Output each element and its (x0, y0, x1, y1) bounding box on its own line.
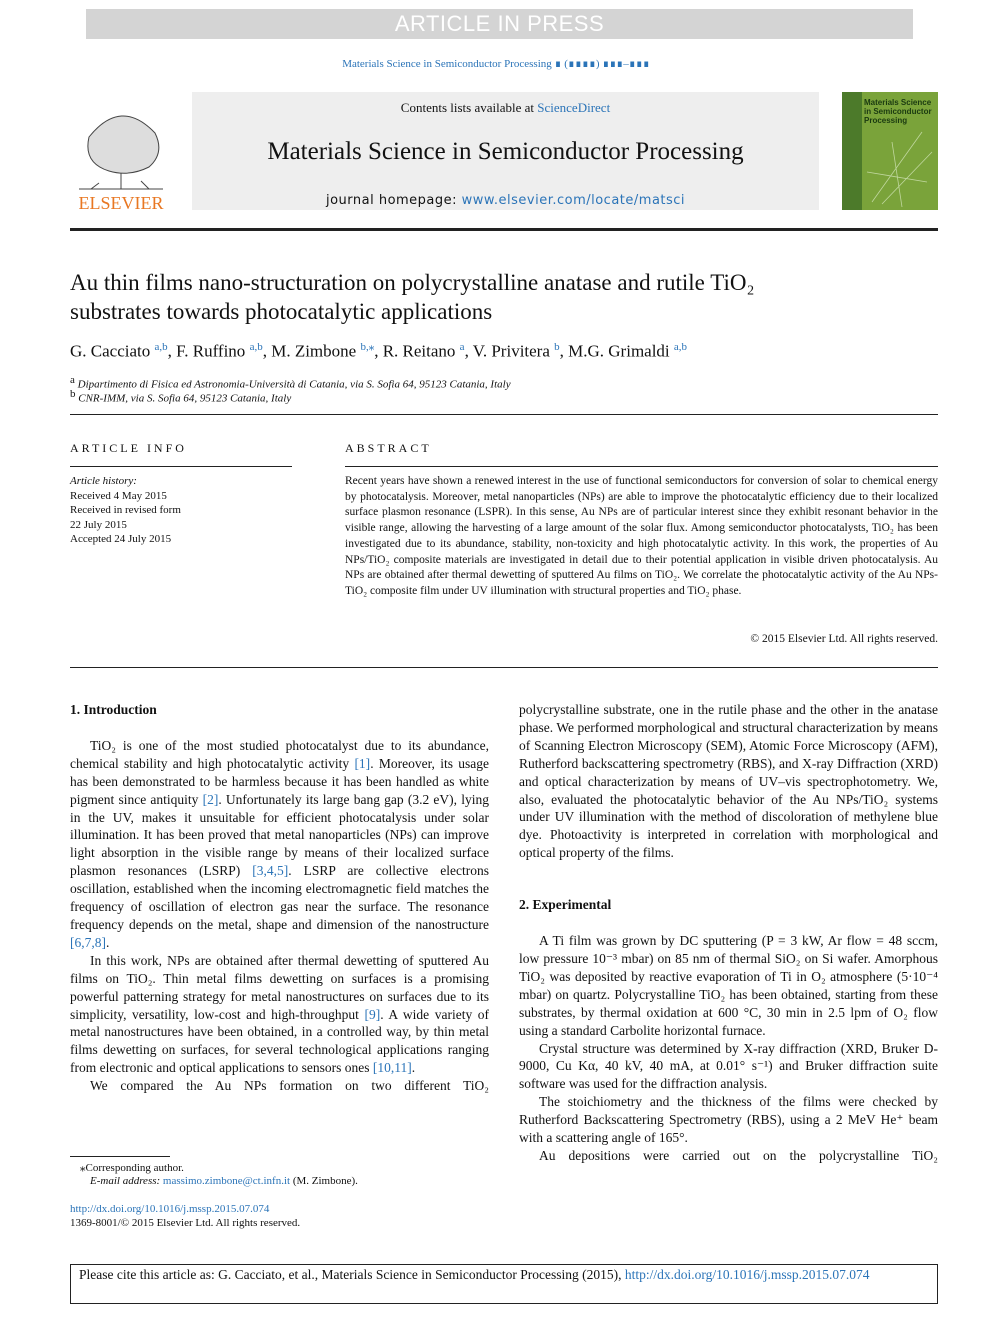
homepage-link[interactable]: www.elsevier.com/locate/matsci (461, 193, 686, 208)
author-affiliation-mark[interactable]: a (459, 341, 465, 353)
ref-link[interactable]: [9] (364, 1006, 381, 1022)
elsevier-wordmark: ELSEVIER (78, 193, 164, 213)
article-info-heading: ARTICLE INFO (70, 441, 187, 455)
cover-title: Materials Science in Semiconductor Processing (864, 98, 932, 125)
ref-link[interactable]: [2] (202, 791, 219, 807)
article-info-rule (70, 466, 292, 467)
author-affiliation-mark[interactable]: a,b (154, 341, 168, 353)
ref-link[interactable]: [6,7,8] (70, 934, 106, 950)
intro-heading: 1. Introduction (70, 702, 157, 717)
running-head[interactable]: Materials Science in Semiconductor Processing ∎ (∎∎∎∎) ∎∎∎–∎∎∎ (342, 58, 650, 70)
experimental-heading: 2. Experimental (519, 897, 612, 913)
author-name[interactable]: V. Privitera (472, 341, 550, 361)
doi-link[interactable]: http://dx.doi.org/10.1016/j.mssp.2015.07.074 (70, 1203, 270, 1215)
contents-line: Contents lists available at ScienceDirect (400, 100, 611, 115)
journal-title: Materials Science in Semiconductor Processing (267, 138, 744, 165)
author-name[interactable]: M. Zimbone (271, 341, 357, 361)
ref-link[interactable]: [3,4,5] (252, 863, 289, 879)
journal-homepage: journal homepage: www.elsevier.com/locate/matsci (325, 193, 686, 208)
experimental-paragraph-1: A Ti film was grown by DC sputtering (P = 3 kW, Ar flow = 48 sccm, low pressure 10⁻³ mbar) on 85 nm of thermal SiO₂ on Si wafer. Amorphous TiO₂ was deposited by reactive evaporation of Ti in O₂ atmosphere (5·10⁻⁴ mbar) on quartz. Polycrystalline TiO₂ has been obtained, starting from these substrates, by thermal oxidation at 600 °C, 30 min in 2.5 lpm of O₂ flow using a standard Carbolite horizontal furnace. (519, 933, 938, 1038)
sciencedirect-link[interactable]: ScienceDirect (537, 100, 611, 115)
author-affiliation-mark[interactable]: b,⁎ (360, 341, 375, 353)
article-history: Article history: Received 4 May 2015 Received in revised form 22 July 2015 Accepted 24 July 2015 (70, 475, 181, 545)
footnote-rule (70, 1156, 170, 1157)
abstract-text: Recent years have shown a renewed interest in the use of functional semiconductors for conversion of solar to chemical energy by photocatalysis. Moreover, metal nanoparticles (NPs) are able to improve the photocatalytic efficiency due to their localized surface plasmon resonance (LSPR). In this sense, Au NPs are of particular interest since they exhibit resonant behavior in the visible range, allowing the harvesting of a large amount of the solar flux. Among semiconductor photocatalysts, TiO₂ has been investigated due to its abundance, stability, non-toxicity and high photocatalytic activity. In this work, the properties of Au NPs/TiO₂ composite materials are investigated in detail due to their potential application in visible driven photocatalysis. Au NPs are obtained after thermal dewetting of sputtered Au films on TiO₂. We correlate the photocatalytic activity of the Au NPs-TiO₂ composite film under UV illumination with structural properties and TiO₂ phase. (345, 475, 938, 597)
email-note: E-mail address: massimo.zimbone@ct.infn.it (M. Zimbone). (90, 1175, 358, 1187)
citation-doi-link[interactable]: http://dx.doi.org/10.1016/j.mssp.2015.07.074 (624, 1267, 870, 1282)
author-name[interactable]: M.G. Grimaldi (568, 341, 670, 361)
author-name[interactable]: R. Reitano (382, 341, 456, 361)
author-list: G. Cacciato $^{a,b}$, F. Ruffino $^{a,b}$, M. Zimbone $^{b,⁎}$, R. Reitano $^a$, V. Privitera $^b$, M.G. Grimaldi $^{a,b}$ (70, 341, 688, 361)
right-paragraph-1: polycrystalline substrate, one in the rutile phase and the other in the anatase phase. We performed morphological and structural characterization by means of Scanning Electron Microscopy (SEM), Atomic Force Microscopy (AFM), Rutherford backscattering spectrometry (RBS), and X-ray Diffraction (XRD) and optical characterization by means of UV–vis spectrophotometry. We, also, evaluated the photocatalytic behavior of the Au NPs/TiO₂ systems under UV illumination with the method of discoloration of methylene blue dye. Photoactivity is interpreted in correlation with morphological and optical property of the films. (519, 702, 938, 861)
abstract-rule (345, 466, 938, 467)
citation-text: Please cite this article as: G. Cacciato, et al., Materials Science in Semiconductor Processing (2015), http://dx.doi.org/10.1016/j.mssp.2015.07.074 (79, 1267, 870, 1282)
author-name[interactable]: F. Ruffino (176, 341, 246, 361)
experimental-paragraph-3: The stoichiometry and the thickness of the films were checked by Rutherford Backscattering Spectrometry (RBS), using a 2 MeV He⁺ beam with a scattering angle of 165°. (519, 1094, 938, 1146)
experimental-paragraph-4: Au depositions were carried out on the polycrystalline TiO₂ (539, 1147, 938, 1163)
experimental-paragraph-2: Crystal structure was determined by X-ray diffraction (XRD, Bruker D-9000, Cu Kα, 40 kV, 40 mA, at 0.01° s⁻¹) and Bruker diffraction suite software was used for the diffraction analysis. (519, 1040, 938, 1092)
affiliation-b: b CNR-IMM, via S. Sofia 64, 95123 Catania, Italy (70, 388, 292, 405)
author-affiliation-mark[interactable]: a,b (673, 341, 688, 353)
intro-paragraph-3: We compared the Au NPs formation on two different TiO₂ (90, 1078, 489, 1094)
email-link[interactable]: massimo.zimbone@ct.infn.it (162, 1175, 291, 1187)
ref-link[interactable]: [1] (354, 755, 371, 771)
corresponding-author-note: ⁎Corresponding author. (80, 1162, 184, 1174)
article-in-press-banner: ARTICLE IN PRESS (86, 9, 913, 39)
left-column (70, 701, 489, 1095)
intro-paragraph-1: TiO₂ is one of the most studied photocatalyst due to its abundance, chemical stability and high photocatalytic activity [1]. Moreover, its usage has been demonstrated to be harmless because it has been handled as white pigment since antiquity [2]. Unfortunately its large bang gap (3.2 eV), lying in the UV, makes it unsuitable for efficient photocatalysis under solar illumination. It has been proved that metal nanoparticles (NPs) can improve light absorption in the visible range by means of their localized surface plasmon resonances (LSRP) [3,4,5]. LSRP are collective electrons oscillation, established when the incoming electromagnetic field matches the frequency of oscillation of electron gas near the surface. The resonance frequency depends on the metal, shape and dimension of the nanostructure [6,7,8]. (70, 737, 489, 950)
journal-cover-image (842, 92, 938, 210)
author-name[interactable]: G. Cacciato (70, 341, 151, 361)
affil-rule (70, 414, 938, 415)
header-rule (70, 228, 938, 231)
abstract-heading: ABSTRACT (345, 441, 432, 455)
intro-paragraph-2: In this work, NPs are obtained after thermal dewetting of sputtered Au films on TiO₂. Thin metal films dewetting on surfaces is a promising powerful patterning strategy for metal nanostructures on surfaces due to its simplicity, versatility, low-cost and high-throughput [9]. A wide variety of metal nanostructures have been obtained, in a controlled way, by thin metal films dewetting on surfaces, for several technological applications ranging from electronic and optical applications to sensors ones [10,11]. (70, 952, 489, 1076)
issn-line: 1369-8001/© 2015 Elsevier Ltd. All rights reserved. (70, 1217, 301, 1229)
author-affiliation-mark[interactable]: b (554, 341, 560, 353)
affiliation-a: a Dipartimento di Fisica ed Astronomia-Università di Catania, via S. Sofia 64, 95123 Catania, Italy (70, 374, 511, 391)
article-title: Au thin films nano-structuration on polycrystalline anatase and rutile TiO₂ substrates towards photocatalytic applications (70, 270, 755, 324)
abstract-copyright: © 2015 Elsevier Ltd. All rights reserved. (750, 633, 938, 645)
author-affiliation-mark[interactable]: a,b (249, 341, 263, 353)
elsevier-tree-logo (69, 97, 173, 213)
abstract-end-rule (70, 667, 938, 668)
right-column (519, 701, 938, 1165)
ref-link[interactable]: [10,11] (372, 1060, 412, 1076)
